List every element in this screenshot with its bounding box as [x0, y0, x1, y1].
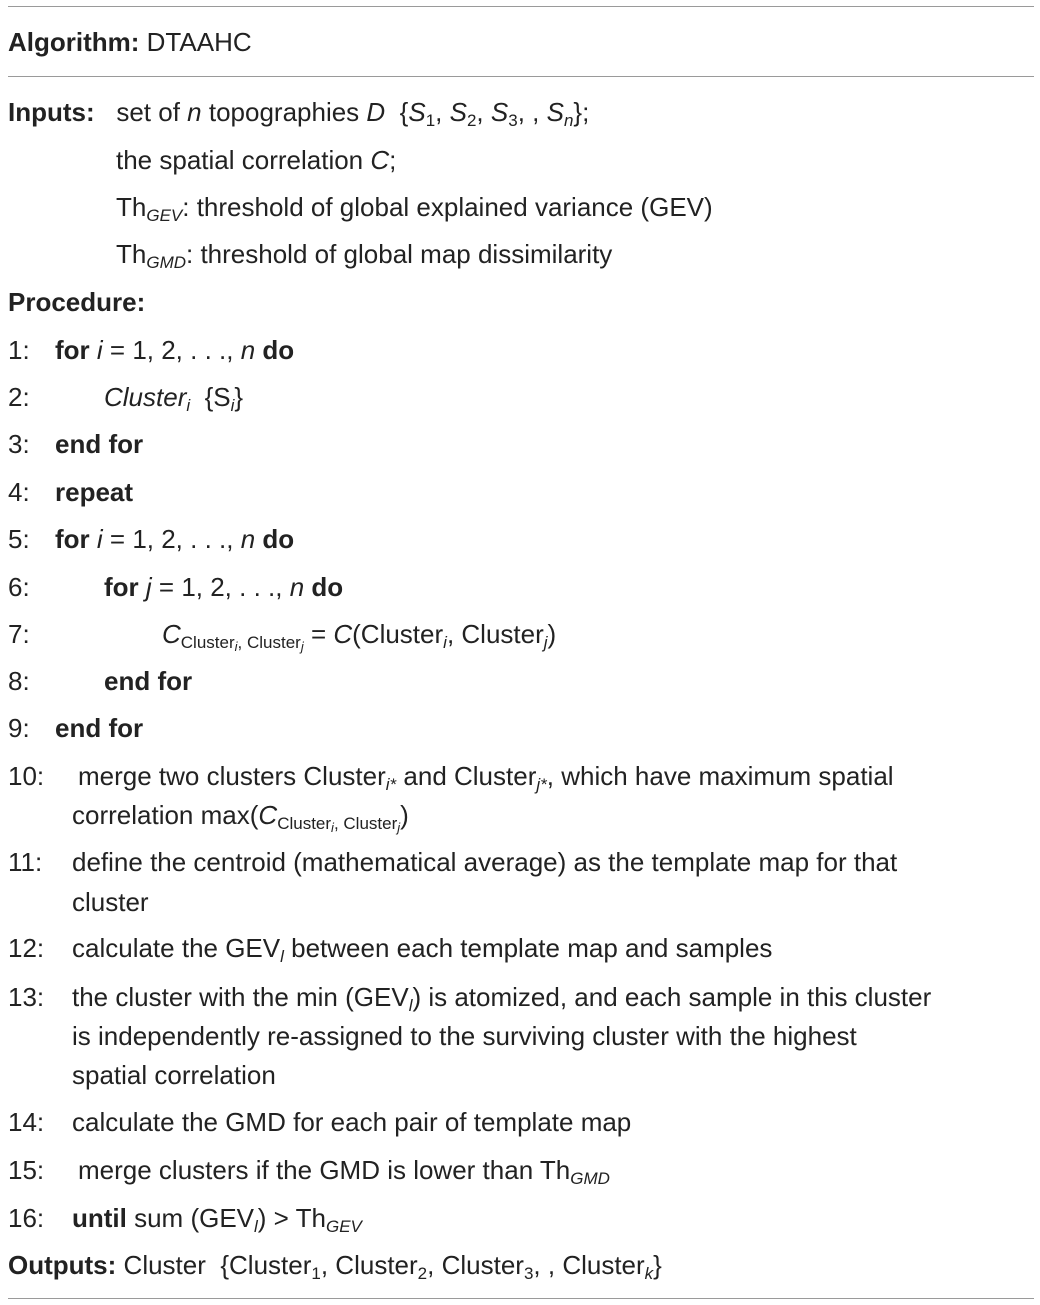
step-2: 2: [8, 382, 30, 412]
step-10-line-2: correlation $\max(C_{Cluster_i, Cluster_j})$ [72, 800, 409, 835]
algorithm-label: Algorithm: [8, 27, 140, 57]
algorithm-header [8, 26, 252, 58]
step-11: 11: [8, 847, 43, 877]
step-11-line-2: cluster [72, 887, 149, 917]
step-14-body: calculate the GMD for each pair of template map [72, 1107, 632, 1137]
step-13: 13: [8, 982, 45, 1012]
outputs-line: Outputs: Cluster {Cluster$_1$, Cluster$_2$, Cluster$_3$, , Cluster$_k$} [8, 1250, 662, 1283]
step-14: 14: [8, 1107, 45, 1137]
step-11-line-1: define the centroid (mathematical average) as the template map for that [72, 847, 898, 877]
step-8: 8: [8, 666, 30, 696]
step-4: 4: [8, 477, 30, 507]
outputs-label: Outputs: [8, 1250, 117, 1280]
step-3-body: end for [55, 429, 144, 459]
step-5: 5: [8, 524, 30, 554]
inputs-label: Inputs: [8, 97, 95, 127]
header-rule [8, 76, 1034, 77]
step-13-line-2: is independently re-assigned to the surviving cluster with the highest [72, 1021, 857, 1051]
step-12: 12: [8, 933, 45, 963]
step-9-body: end for [55, 713, 144, 743]
inputs-line-3: $Th_{GEV}$: threshold of global explained variance (GEV) [116, 192, 713, 225]
inputs-line-1: Inputs: set of n topographies D {$S_1$, $S_2$, $S_3$, , $S_n$}; [8, 97, 590, 130]
step-7-body: $C_{Cluster_i, Cluster_j}$ = C(Cluster$_i$, Cluster$_j$) [162, 619, 557, 654]
step-2-body: Cluster$_i$ $\{S_i\}$ [104, 382, 244, 415]
step-10: 10: [8, 761, 45, 791]
step-15: 15: [8, 1155, 45, 1185]
step-15-body: merge clusters if the GMD is lower than $Th_{GMD}$ [78, 1155, 610, 1188]
step-10-line-1: merge two clusters Cluster$_{i*}$ and Cluster$_{j*}$, which have maximum spatial [78, 761, 894, 794]
step-7: 7: [8, 619, 30, 649]
step-16: 16: [8, 1203, 45, 1233]
step-5-body: for i = 1, 2, . . ., n do [55, 524, 295, 554]
step-1: 1: [8, 335, 30, 365]
step-16-body: until sum $(GEV_l) > Th_{GEV}$ [72, 1203, 362, 1236]
step-6: 6: [8, 572, 30, 602]
inputs-line-2: the spatial correlation C; [116, 145, 397, 175]
step-4-body: repeat [55, 477, 134, 507]
step-1-body: for i = 1, 2, . . ., n do [55, 335, 295, 365]
step-8-body: end for [104, 666, 193, 696]
step-6-body: for j = 1, 2, . . ., n do [104, 572, 344, 602]
step-12-body: calculate the $GEV_l$ between each template map and samples [72, 933, 773, 966]
algorithm-name: DTAAHC [146, 27, 252, 57]
step-3: 3: [8, 429, 30, 459]
top-rule [8, 6, 1034, 7]
procedure-label: Procedure: [8, 287, 146, 317]
bottom-rule [8, 1298, 1034, 1299]
step-13-line-1: the cluster with the $\min (GEV_l)$ is atomized, and each sample in this cluster [72, 982, 932, 1015]
step-9: 9: [8, 713, 30, 743]
step-13-line-3: spatial correlation [72, 1060, 276, 1090]
inputs-line-4: $Th_{GMD}$: threshold of global map dissimilarity [116, 239, 613, 272]
